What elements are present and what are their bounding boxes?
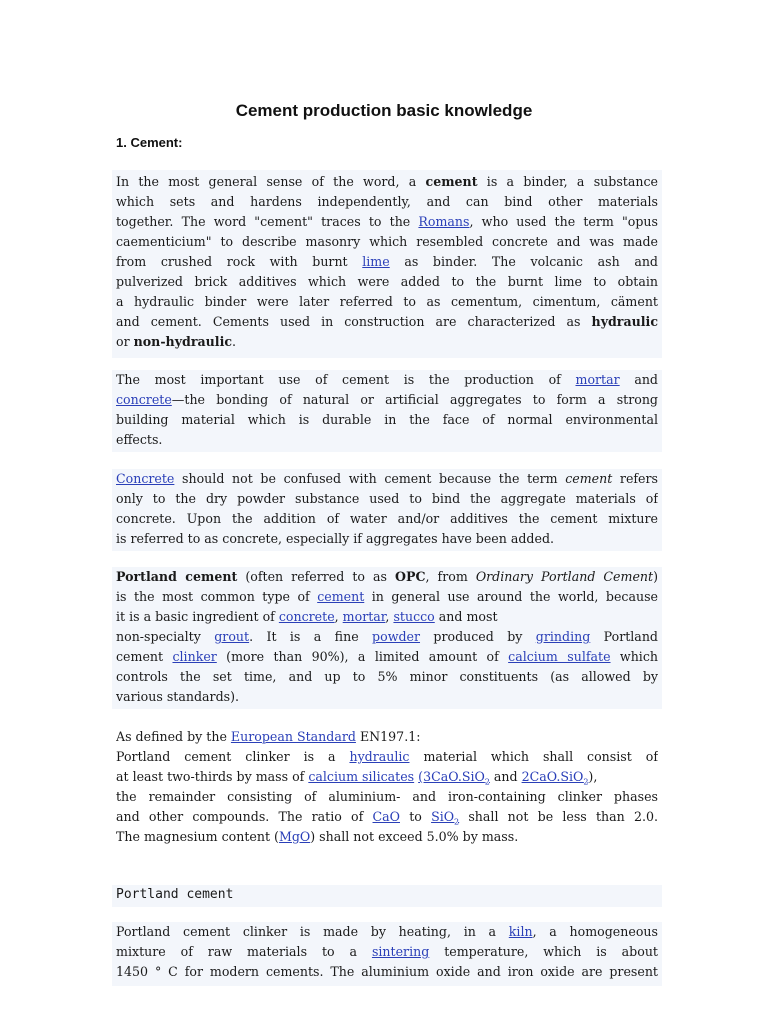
link-kiln[interactable]: kiln: [508, 924, 533, 939]
subheading-block: [112, 885, 662, 907]
page-title: Cement production basic knowledge: [235, 101, 533, 120]
paragraph-cement-use: [112, 370, 662, 452]
paragraph-cement-definition: [112, 170, 662, 358]
text-line: In the most general sense of the word, a cement is a binder, a substance: [116, 174, 658, 189]
text-line: building material which is durable in the face of normal environmental: [116, 412, 658, 427]
text-line: The most important use of cement is the production of mortar and: [116, 372, 658, 387]
text-line: various standards).: [116, 689, 240, 704]
text-line: Portland cement clinker is a hydraulic material which shall consist of: [116, 749, 658, 764]
text-line: concrete. Upon the addition of water and/or additives the cement mixture: [116, 511, 658, 526]
section-subheading: Portland cement: [116, 887, 234, 902]
text-line: Concrete should not be confused with cement because the term cement refers: [116, 471, 658, 486]
link-concrete[interactable]: Concrete: [116, 471, 175, 486]
link-powder[interactable]: powder: [372, 629, 421, 644]
text-line: mixture of raw materials to a sintering temperature, which is about: [116, 944, 658, 959]
paragraph-portland-cement: [112, 567, 662, 709]
link-european-standard[interactable]: European Standard: [230, 729, 356, 744]
text-line: 1450 ° C for modern cements. The aluminium oxide and iron oxide are present: [116, 964, 658, 979]
paragraph-european-standard: [112, 727, 662, 849]
text-line: non-specialty grout. It is a fine powder produced by grinding Portland: [116, 629, 658, 644]
paragraph-clinker-production: [112, 922, 662, 986]
text-line: The magnesium content (MgO) shall not exceed 5.0% by mass.: [116, 829, 519, 844]
text-line: effects.: [116, 432, 163, 447]
section-heading: 1. Cement:: [116, 135, 183, 150]
text-line: pulverized brick additives which were added to the burnt lime to obtain: [116, 274, 658, 289]
link-mortar[interactable]: mortar: [342, 609, 386, 624]
link-grout[interactable]: grout: [214, 629, 250, 644]
link-stucco[interactable]: stucco: [393, 609, 435, 624]
text-line: the remainder consisting of aluminium- and iron-containing clinker phases: [116, 789, 658, 804]
text-line: Portland cement (often referred to as OPC, from Ordinary Portland Cement): [116, 569, 658, 584]
text-line: caementicium" to describe masonry which resembled concrete and was made: [116, 234, 658, 249]
link-mortar[interactable]: mortar: [575, 372, 620, 387]
text-line: As defined by the European Standard EN197.1:: [116, 729, 421, 744]
text-line: or non-hydraulic.: [116, 334, 237, 349]
text-line: at least two-thirds by mass of calcium silicates (3CaO.SiO$_2$ and 2CaO.SiO$_2$),: [116, 769, 598, 787]
link-cement[interactable]: cement: [317, 589, 365, 604]
link-lime[interactable]: lime: [362, 254, 390, 269]
text-line: from crushed rock with burnt lime as binder. The volcanic ash and: [116, 254, 658, 269]
link-concrete[interactable]: concrete: [116, 392, 172, 407]
link-concrete[interactable]: concrete: [278, 609, 335, 624]
text-line: together. The word "cement" traces to the Romans, who used the term "opus: [116, 214, 658, 229]
text-line: only to the dry powder substance used to bind the aggregate materials of: [116, 491, 658, 506]
text-line: is the most common type of cement in general use around the world, because: [116, 589, 658, 604]
text-line: Portland cement clinker is made by heating, in a kiln, a homogeneous: [116, 924, 658, 939]
paragraph-concrete-vs-cement: [112, 469, 662, 551]
text-line: controls the set time, and up to 5% minor constituents (as allowed by: [116, 669, 658, 684]
link-calcium-sulfate[interactable]: calcium sulfate: [508, 649, 611, 664]
text-line: and cement. Cements used in construction are characterized as hydraulic: [116, 314, 658, 329]
text-line: cement clinker (more than 90%), a limited amount of calcium sulfate which: [116, 649, 658, 664]
text-line: which sets and hardens independently, and can bind other materials: [116, 194, 658, 209]
link-romans[interactable]: Romans: [418, 214, 470, 229]
text-line: concrete—the bonding of natural or artificial aggregates to form a strong: [116, 392, 658, 407]
link-clinker[interactable]: clinker: [172, 649, 217, 664]
link-grinding[interactable]: grinding: [535, 629, 591, 644]
link-sintering[interactable]: sintering: [371, 944, 430, 959]
link-hydraulic[interactable]: hydraulic: [349, 749, 410, 764]
link-2cao-sio2[interactable]: 2CaO.SiO$_2$: [521, 769, 589, 787]
link-sio2[interactable]: SiO$_2$: [431, 809, 460, 827]
text-line: is referred to as concrete, especially if aggregates have been added.: [116, 531, 555, 546]
text-line: it is a basic ingredient of concrete, mortar, stucco and most: [116, 609, 498, 624]
link-mgo[interactable]: MgO: [278, 829, 311, 844]
text-line: a hydraulic binder were later referred to as cementum, cimentum, cäment: [116, 294, 658, 309]
text-line: and other compounds. The ratio of CaO to SiO$_2$ shall not be less than 2.0.: [116, 809, 658, 827]
link-cao[interactable]: CaO: [372, 809, 400, 824]
link-3cao-sio2[interactable]: (3CaO.SiO$_2$: [418, 769, 490, 787]
link-calcium-silicates[interactable]: calcium silicates: [308, 769, 415, 784]
